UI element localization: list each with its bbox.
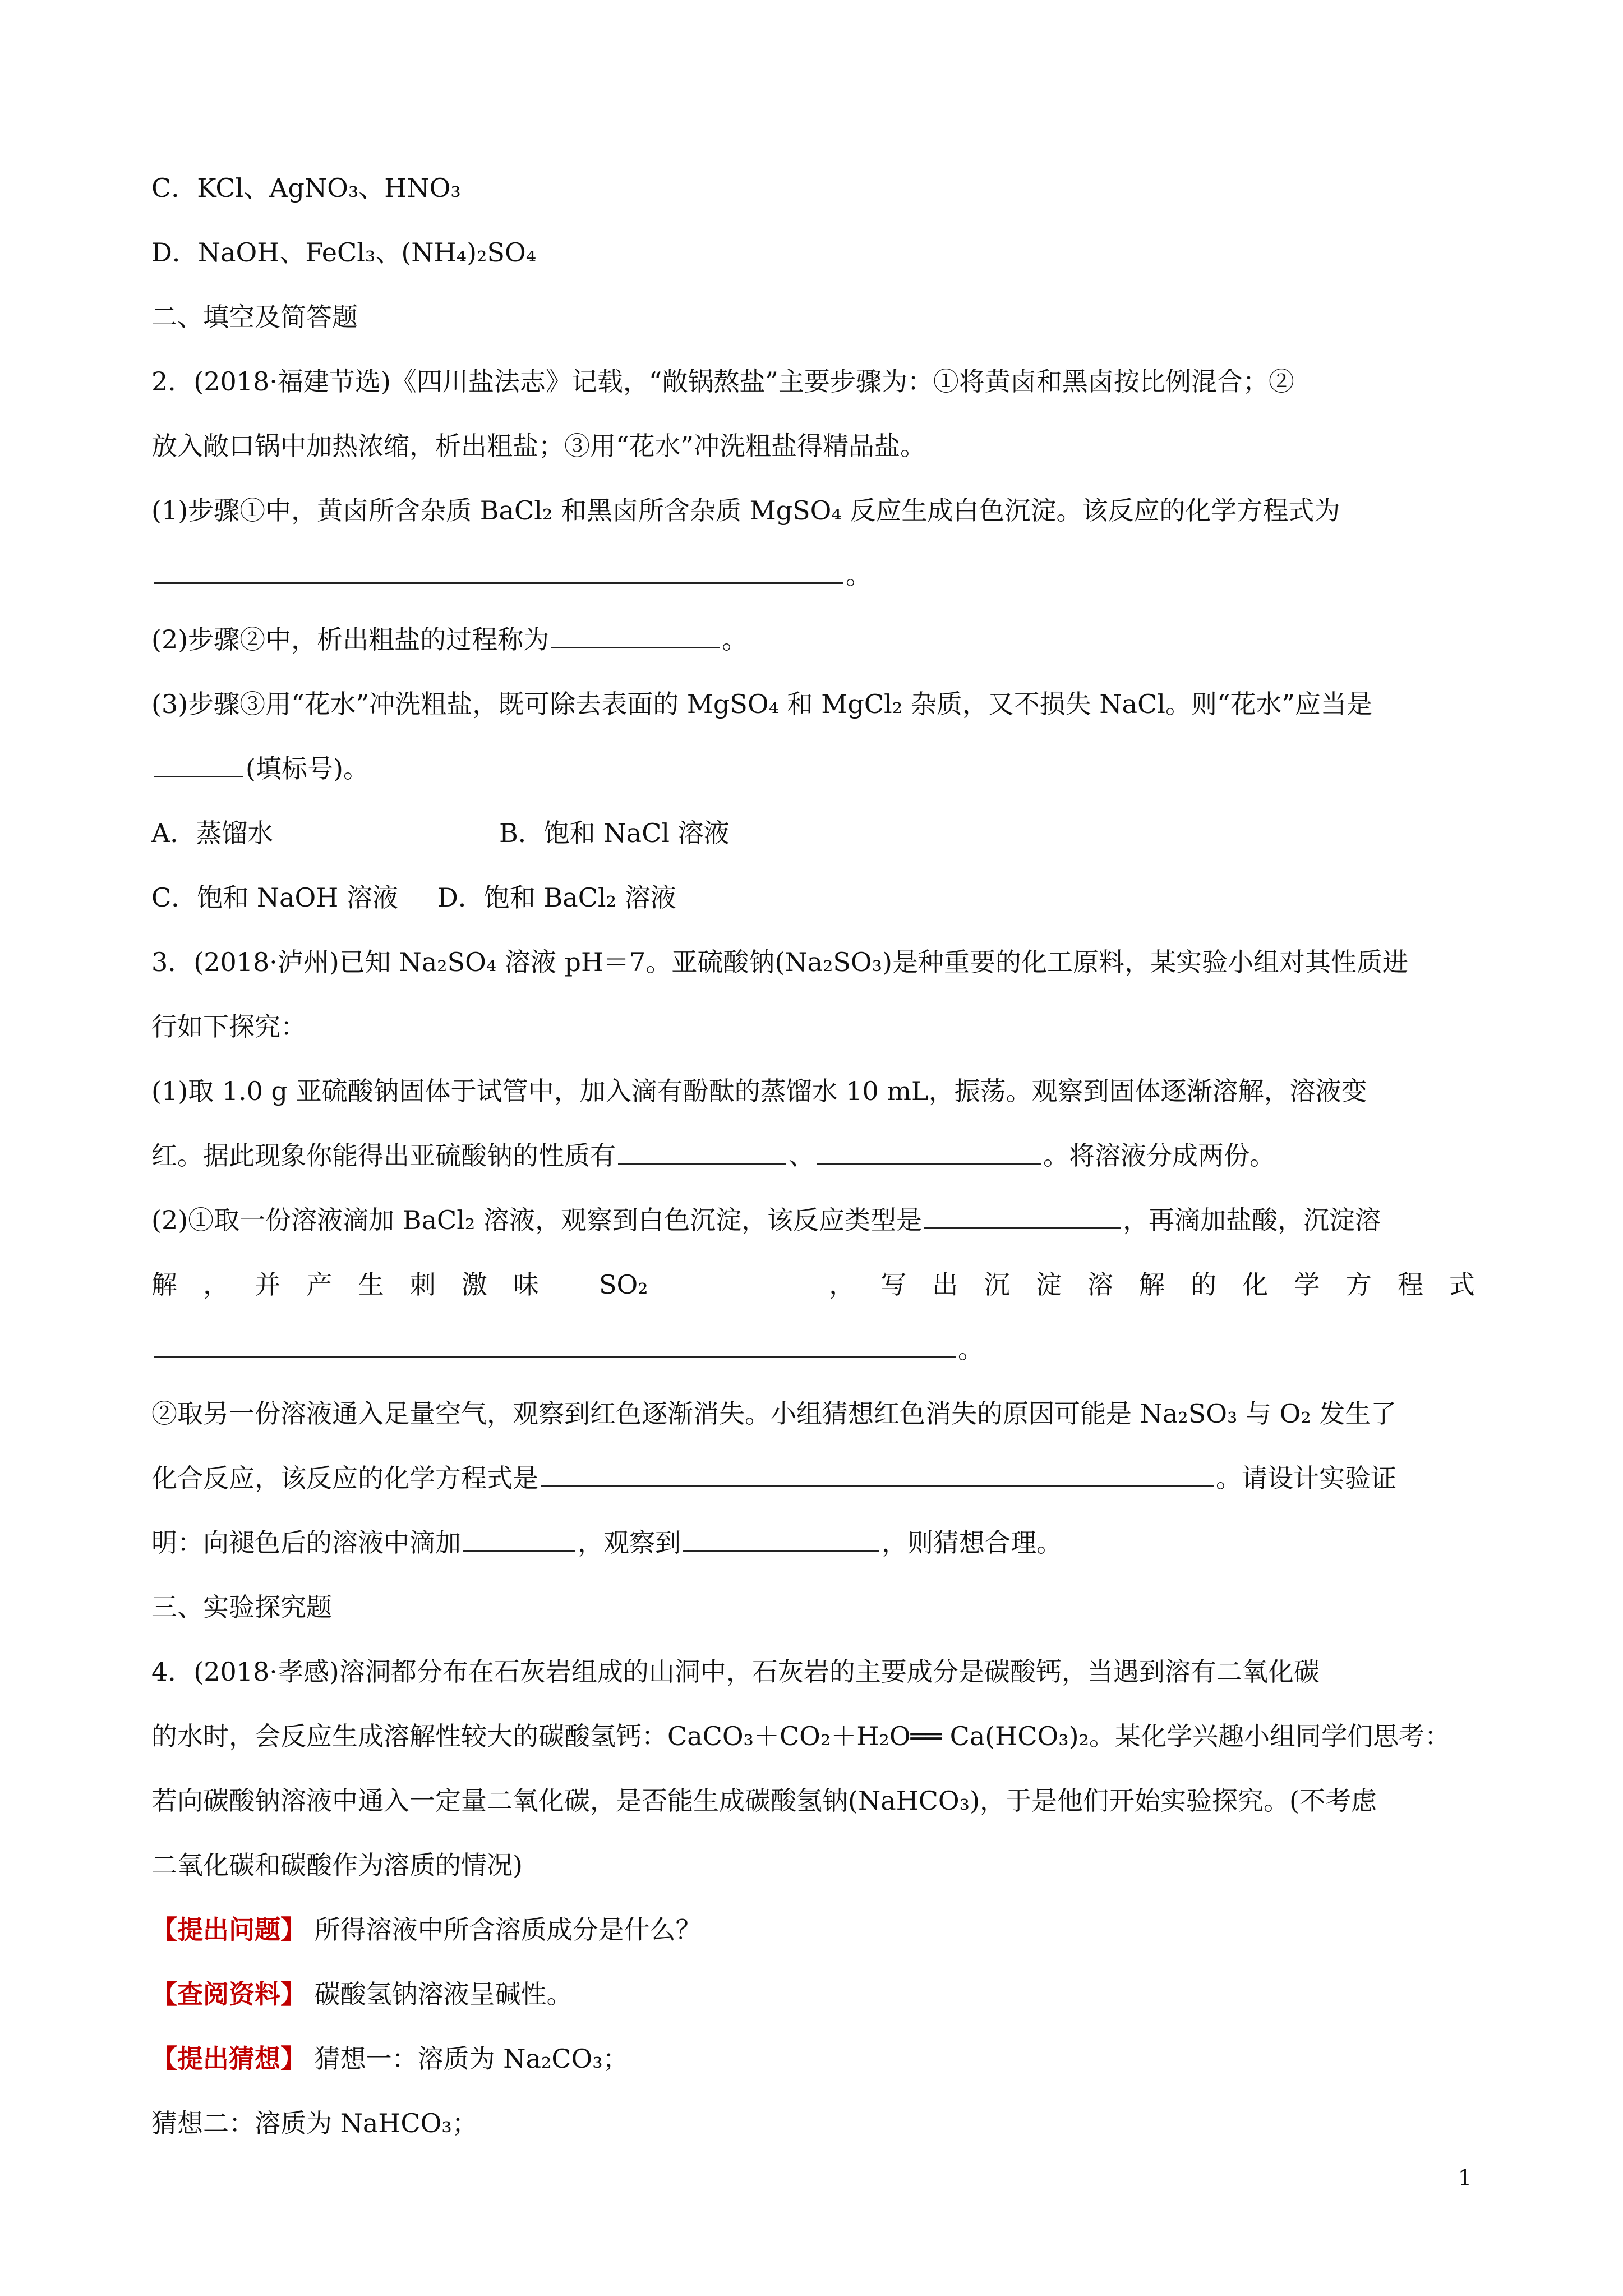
- question-3-part-2b: ②取另一份溶液通入足量空气，观察到红色逐渐消失。小组猜想红色消失的原因可能是 Na₂SO₃ 与 O₂ 发生了: [151, 1398, 1397, 1429]
- question-4-line-2: 的水时，会反应生成溶解性较大的碳酸氢钙：CaCO₃＋CO₂＋H₂O══ Ca(HCO₃)₂。某化学兴趣小组同学们思考：: [151, 1721, 1451, 1751]
- question-2-part-2: (2)步骤②中，析出粗盐的过程称为 。: [151, 624, 748, 655]
- answer-blank[interactable]: [683, 1545, 879, 1552]
- answer-blank[interactable]: [618, 1158, 786, 1165]
- answer-blank[interactable]: [463, 1545, 575, 1552]
- section-heading-3: 三、实验探究题: [151, 1592, 332, 1622]
- question-3-part-2: (2)①取一份溶液滴加 BaCl₂ 溶液，观察到白色沉淀，该反应类型是 ，再滴加盐酸，沉淀溶: [151, 1205, 1381, 1235]
- question-3-part-2b-cont: 化合反应，该反应的化学方程式是 。请设计实验证: [151, 1463, 1396, 1493]
- question-2-part-3-fill: (填标号)。: [151, 752, 1475, 785]
- question-4-line-4: 二氧化碳和碳酸作为溶质的情况): [151, 1850, 523, 1880]
- hypothesis-line: 【提出猜想】 猜想一：溶质为 Na₂CO₃；: [151, 2044, 629, 2074]
- question-3-line-1: 3．(2018·泸州)已知 Na₂SO₄ 溶液 pH＝7。亚硫酸钠(Na₂SO₃)是种重要的化工原料，某实验小组对其性质进: [151, 947, 1408, 977]
- question-3-part-1: (1)取 1.0 g 亚硫酸钠固体于试管中，加入滴有酚酞的蒸馏水 10 mL，振荡。观察到固体逐渐溶解，溶液变: [151, 1076, 1367, 1106]
- answer-blank[interactable]: [154, 578, 843, 584]
- answer-blank[interactable]: [924, 1223, 1121, 1229]
- question-2-part-1: (1)步骤①中，黄卤所含杂质 BaCl₂ 和黑卤所含杂质 MgSO₄ 反应生成白色沉淀。该反应的化学方程式为: [151, 495, 1340, 526]
- question-3-part-2b-fill: 明：向褪色后的溶液中滴加 ，观察到 ，则猜想合理。: [151, 1527, 1062, 1558]
- page-number: 1: [1458, 2165, 1472, 2190]
- question-3-part-2-cont: 解，并产生刺激味 SO₂ ，写出沉淀溶解的化学方程式: [151, 1269, 1475, 1300]
- question-2-line-1: 2．(2018·福建节选)《四川盐法志》记载，“敞锅熬盐”主要步骤为：①将黄卤和黑卤按比例混合；②: [151, 366, 1294, 397]
- section-tag: 【提出问题】: [151, 1915, 306, 1945]
- options-ab: A．蒸馏水 B．饱和 NaCl 溶液: [151, 818, 730, 848]
- question-3-line-2: 行如下探究：: [151, 1011, 306, 1042]
- raise-question-line: 【提出问题】 所得溶液中所含溶质成分是什么？: [151, 1915, 702, 1945]
- question-2-part-3: (3)步骤③用“花水”冲洗粗盐，既可除去表面的 MgSO₄ 和 MgCl₂ 杂质，又不损失 NaCl。则“花水”应当是: [151, 689, 1373, 719]
- question-4-line-1: 4．(2018·孝感)溶洞都分布在石灰岩组成的山洞中，石灰岩的主要成分是碳酸钙，当遇到溶有二氧化碳: [151, 1657, 1320, 1687]
- answer-blank[interactable]: [551, 642, 720, 648]
- option-d-line: D．NaOH、FeCl₃、(NH₄)₂SO₄: [151, 237, 537, 268]
- answer-blank[interactable]: [154, 1352, 956, 1358]
- question-2-line-2: 放入敞口锅中加热浓缩，析出粗盐；③用“花水”冲洗粗盐得精品盐。: [151, 431, 926, 461]
- options-cd: C．饱和 NaOH 溶液 D．饱和 BaCl₂ 溶液: [151, 882, 676, 913]
- question-4-line-3: 若向碳酸钠溶液中通入一定量二氧化碳，是否能生成碳酸氢钠(NaHCO₃)，于是他们开始实验探究。(不考虑: [151, 1786, 1377, 1816]
- section-tag: 【查阅资料】: [151, 1979, 306, 2009]
- references-line: 【查阅资料】 碳酸氢钠溶液呈碱性。: [151, 1979, 573, 2009]
- answer-blank-line-1: 。: [151, 558, 1475, 592]
- answer-blank[interactable]: [541, 1481, 1214, 1487]
- section-tag: 【提出猜想】: [151, 2044, 306, 2074]
- answer-blank[interactable]: [154, 771, 243, 777]
- option-c-line: C．KCl、AgNO₃、HNO₃: [151, 173, 461, 203]
- answer-blank[interactable]: [817, 1158, 1041, 1165]
- question-3-part-1-fill: 红。据此现象你能得出亚硫酸钠的性质有 、 。将溶液分成两份。: [151, 1140, 1275, 1171]
- hypothesis-2-line: 猜想二：溶质为 NaHCO₃；: [151, 2108, 478, 2138]
- section-heading-2: 二、填空及简答题: [151, 302, 358, 332]
- answer-blank-line-2: 。: [151, 1332, 1475, 1366]
